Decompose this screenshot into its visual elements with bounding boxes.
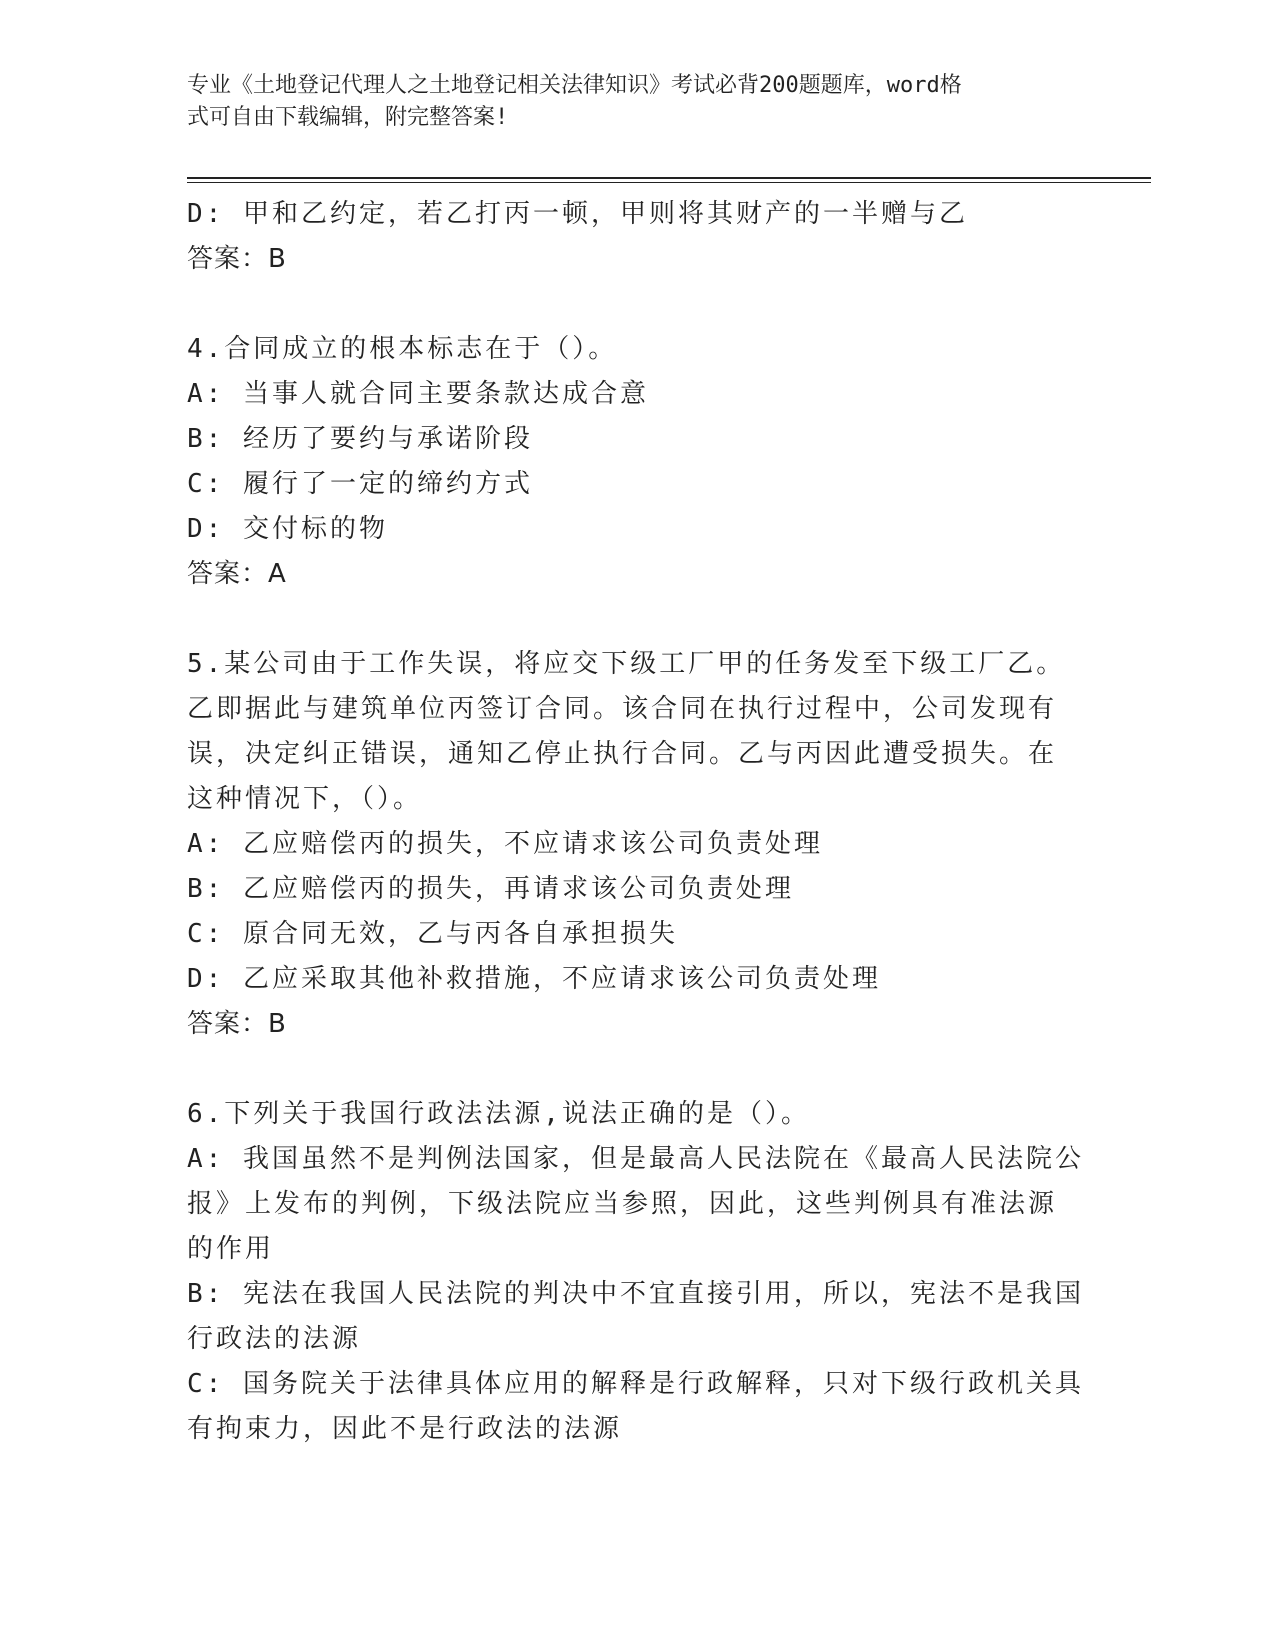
answer-line: 答案：B bbox=[187, 244, 287, 274]
option-c: 有拘束力，因此不是行政法的法源 bbox=[187, 1414, 623, 1444]
question-content bbox=[187, 192, 1087, 1452]
option-a: 的作用 bbox=[187, 1234, 275, 1264]
question-5 bbox=[187, 642, 1087, 1047]
question-6 bbox=[187, 1092, 1087, 1452]
answer-line: 答案：A bbox=[187, 559, 287, 589]
question-stem: 误，决定纠正错误，通知乙停止执行合同。乙与丙因此遭受损失。在 bbox=[187, 739, 1058, 769]
header-divider-thin bbox=[187, 182, 1151, 183]
option-b: B: 经历了要约与承诺阶段 bbox=[187, 424, 533, 454]
question-stem: 6.下列关于我国行政法法源,说法正确的是（）。 bbox=[187, 1099, 810, 1129]
option-d: D: 交付标的物 bbox=[187, 514, 388, 544]
question-stem: 4.合同成立的根本标志在于（）。 bbox=[187, 334, 618, 364]
header-line-1: 专业《土地登记代理人之土地登记相关法律知识》考试必背200题题库，word格 bbox=[187, 73, 962, 98]
question-stem: 乙即据此与建筑单位丙签订合同。该合同在执行过程中，公司发现有 bbox=[187, 694, 1058, 724]
option-d: D: 甲和乙约定，若乙打丙一顿，甲则将其财产的一半赠与乙 bbox=[187, 199, 968, 229]
option-a: A: 乙应赔偿丙的损失，不应请求该公司负责处理 bbox=[187, 829, 823, 859]
option-c: C: 原合同无效，乙与丙各自承担损失 bbox=[187, 919, 678, 949]
header-divider-thick bbox=[187, 177, 1151, 179]
option-b: B: 乙应赔偿丙的损失，再请求该公司负责处理 bbox=[187, 874, 794, 904]
option-b: 行政法的法源 bbox=[187, 1324, 362, 1354]
option-c: C: 履行了一定的缔约方式 bbox=[187, 469, 533, 499]
option-b: B: 宪法在我国人民法院的判决中不宜直接引用，所以，宪法不是我国 bbox=[187, 1279, 1084, 1309]
document-header bbox=[187, 70, 1087, 134]
option-a: A: 我国虽然不是判例法国家，但是最高人民法院在《最高人民法院公 bbox=[187, 1144, 1084, 1174]
question-3-tail bbox=[187, 192, 1087, 282]
question-stem: 这种情况下，（）。 bbox=[187, 784, 423, 814]
header-line-2: 式可自由下载编辑，附完整答案! bbox=[187, 105, 509, 130]
option-c: C: 国务院关于法律具体应用的解释是行政解释，只对下级行政机关具 bbox=[187, 1369, 1084, 1399]
question-4 bbox=[187, 327, 1087, 597]
option-d: D: 乙应采取其他补救措施，不应请求该公司负责处理 bbox=[187, 964, 881, 994]
question-stem: 5.某公司由于工作失误，将应交下级工厂甲的任务发至下级工厂乙。 bbox=[187, 649, 1066, 679]
option-a: 报》上发布的判例，下级法院应当参照，因此，这些判例具有准法源 bbox=[187, 1189, 1058, 1219]
answer-line: 答案：B bbox=[187, 1009, 287, 1039]
option-a: A: 当事人就合同主要条款达成合意 bbox=[187, 379, 649, 409]
